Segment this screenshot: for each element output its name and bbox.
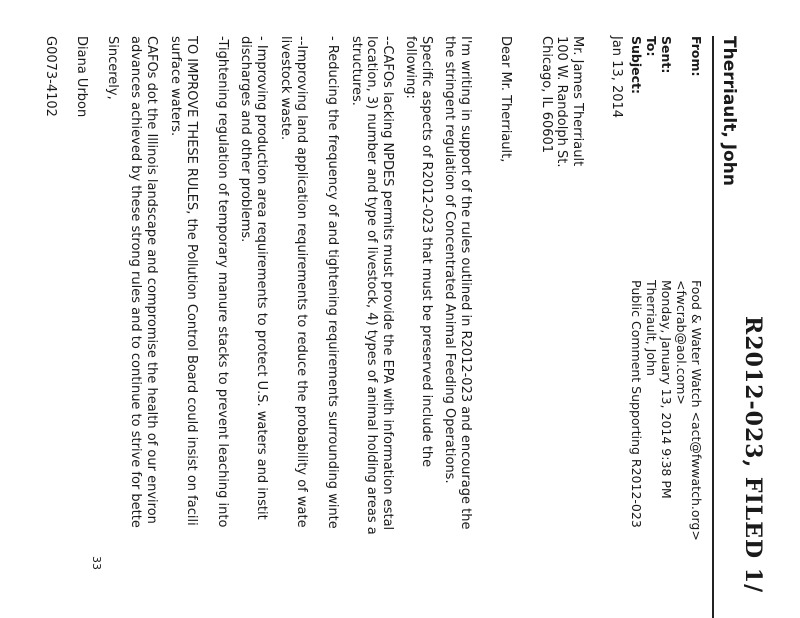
paragraph: TO IMPROVE THESE RULES, the Pollution Control Board could insist on facili surface waters. (168, 36, 199, 526)
from-value: Food & Water Watch <act@fwwatch.org> (689, 280, 704, 541)
filing-stamp: R2012-023, FILED 1/ (740, 316, 766, 594)
list-item: --Improving land application requirements to reduce the probability of wate livestock waste. (278, 36, 309, 528)
page-number: 33 (90, 556, 103, 570)
list-item: - Reducing the frequency of and tightening requirements surrounding winte (325, 36, 340, 529)
to-label: To: (644, 36, 659, 57)
list-item: -Tightening regulation of temporary manure stacks to prevent leaching into (215, 36, 230, 528)
paragraph: I'm writing in support of the rules outlined in R2012-023 and encourage the the stringent regulation of Concentrated Animal Feeding Operations. (442, 36, 473, 530)
closing: Sincerely, (105, 36, 120, 100)
list-item: - Improving production area requirements to protect U.S. waters and instit discharges and other problems. (238, 36, 269, 520)
signature-id: G0073-4102 (43, 36, 58, 117)
subject-value: Public Comment Supporting R2012-023 (629, 280, 644, 528)
salutation: Dear Mr. Therriault, (498, 36, 513, 163)
signature-name: Diana Urbon (74, 36, 89, 118)
from-value-alt: <fwcrab@aol.com> (674, 280, 689, 405)
header-rule (712, 36, 714, 618)
paragraph: CAFOs dot the Illinois landscape and compromise the health of our environ advances achieved by these strong rules and to continue to strive for bette (128, 36, 159, 528)
sent-value: Monday, January 13, 2014 9:38 PM (659, 280, 674, 499)
to-value: Therriault, John (644, 280, 659, 376)
letter-date: Jan 13, 2014 (609, 36, 624, 119)
recipient-address: Mr. James Therriault 100 W. Randolph St. Chicago, IL 60601 (539, 36, 585, 168)
subject-label: Subject: (629, 36, 644, 94)
from-label: From: (689, 36, 704, 77)
sender-name: Therriault, John (719, 36, 739, 186)
list-item: --CAFOs lacking NPDES permits must provide the EPA with information estal location, 3) number and type of livestock, 4) types of animal holding areas a structures. (349, 36, 395, 535)
paragraph: Specific aspects of R2012-023 that must be preserved include the following: (403, 36, 434, 468)
sent-label: Sent: (659, 36, 674, 74)
